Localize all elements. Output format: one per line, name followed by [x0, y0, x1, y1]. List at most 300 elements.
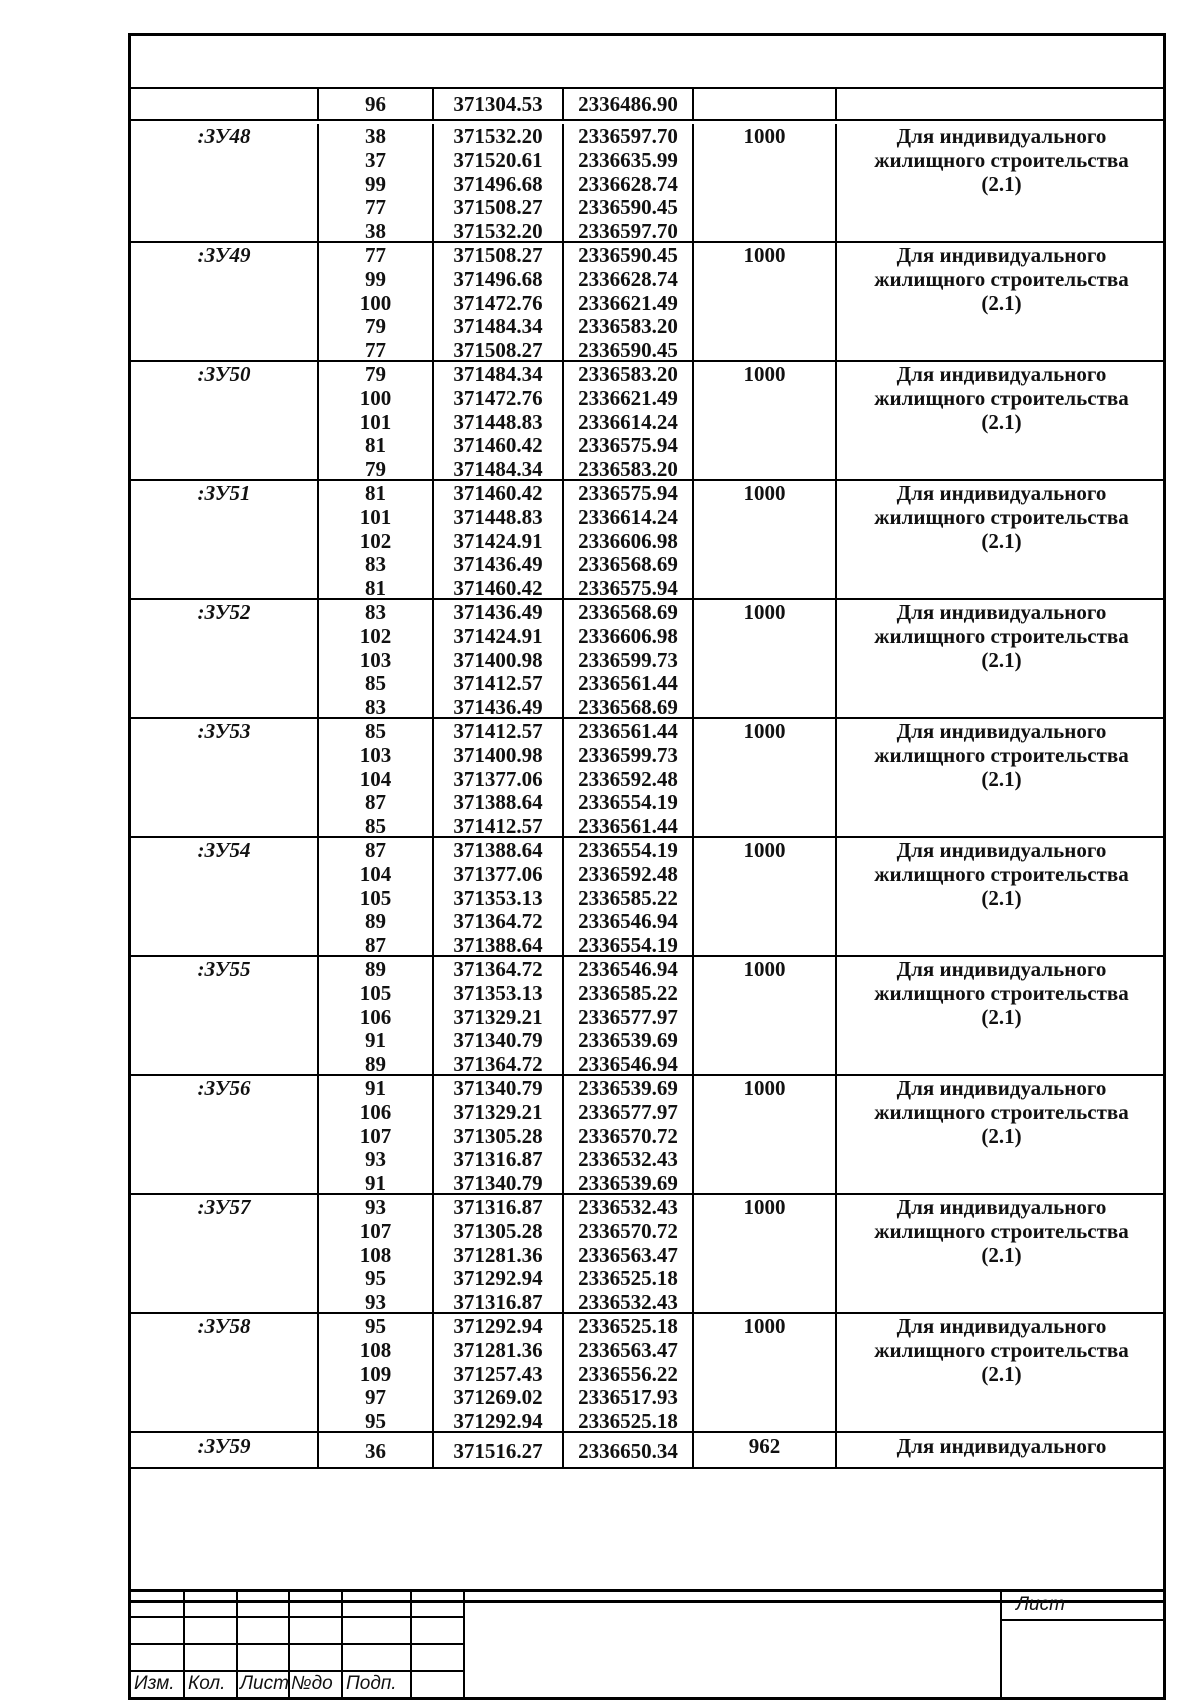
sheet-header-strip	[131, 36, 1163, 89]
x-coordinate: 371448.83	[453, 504, 543, 529]
purpose-text: Для индивидуального	[896, 1195, 1107, 1219]
y-coordinate-cell	[564, 600, 694, 720]
purpose-text: Для индивидуального	[896, 1076, 1107, 1100]
y-coordinate: 2336517.93	[578, 1385, 678, 1410]
parcel-label: :ЗУ49	[197, 243, 251, 267]
point-number: 89	[365, 909, 386, 934]
y-coordinate: 2336650.34	[578, 1439, 678, 1463]
x-coordinate: 371292.94	[453, 1409, 543, 1434]
purpose-text: (2.1)	[981, 529, 1022, 553]
x-coordinate-cell	[434, 481, 564, 601]
purpose-text: Для индивидуального	[896, 362, 1107, 386]
point-number: 101	[359, 409, 392, 434]
parcel-area: 1000	[743, 1195, 786, 1219]
parcel-label-cell	[131, 719, 319, 836]
purpose-cell	[837, 719, 1166, 836]
parcel-label-cell	[131, 481, 319, 598]
x-coordinate: 371281.36	[453, 1242, 543, 1267]
y-coordinate: 2336583.20	[578, 457, 678, 482]
x-coordinate: 371329.21	[453, 1004, 543, 1029]
point-number: 77	[365, 338, 386, 363]
parcel-row	[131, 600, 1163, 719]
point-number: 108	[359, 1337, 392, 1362]
point-number: 38	[365, 219, 386, 244]
point-number: 104	[359, 861, 392, 886]
y-coordinate: 2336606.98	[578, 623, 678, 648]
area-cell	[694, 481, 837, 598]
y-coordinate: 2336635.99	[578, 147, 678, 172]
point-number-cell	[319, 89, 434, 119]
x-coordinate: 371516.27	[453, 1439, 543, 1463]
x-coordinate-cell	[434, 957, 564, 1077]
point-number: 105	[359, 885, 392, 910]
y-coordinate-cell	[564, 1076, 694, 1196]
x-coordinate-cell	[434, 89, 564, 119]
x-coordinate: 371269.02	[453, 1385, 543, 1410]
x-coordinate: 371329.21	[453, 1099, 543, 1124]
area-cell	[694, 1433, 837, 1467]
x-coordinate-cell	[434, 838, 564, 958]
stamp-row-rule	[128, 1616, 463, 1618]
area-cell	[694, 89, 837, 119]
stamp-col-rule	[183, 1589, 185, 1700]
y-coordinate: 2336561.44	[578, 671, 678, 696]
stamp-row-rule	[128, 1643, 463, 1645]
point-number-cell	[319, 481, 434, 601]
purpose-cell	[837, 1314, 1166, 1431]
stamp-col-ndoc: №до	[291, 1673, 333, 1694]
y-coordinate: 2336568.69	[578, 695, 678, 720]
y-coordinate: 2336628.74	[578, 171, 678, 196]
area-cell	[694, 124, 837, 241]
x-coordinate: 371377.06	[453, 861, 543, 886]
x-coordinate: 371340.79	[453, 1028, 543, 1053]
area-cell	[694, 243, 837, 360]
point-number-cell	[319, 124, 434, 244]
y-coordinate-cell	[564, 838, 694, 958]
area-cell	[694, 362, 837, 479]
stamp-col-rule	[463, 1589, 465, 1700]
point-number: 87	[365, 933, 386, 958]
parcel-row	[131, 957, 1163, 1076]
x-coordinate: 371292.94	[453, 1314, 543, 1338]
title-block	[128, 1589, 1166, 1700]
point-number: 91	[365, 1028, 386, 1053]
purpose-text: (2.1)	[981, 1005, 1022, 1029]
point-number: 79	[365, 457, 386, 482]
point-number-cell	[319, 600, 434, 720]
point-number: 100	[359, 385, 392, 410]
point-number: 79	[365, 314, 386, 339]
x-coordinate: 371460.42	[453, 433, 543, 458]
purpose-text: (2.1)	[981, 291, 1022, 315]
point-number: 95	[365, 1266, 386, 1291]
point-number: 99	[365, 171, 386, 196]
point-number-cell	[319, 243, 434, 363]
stamp-col-rule	[236, 1589, 238, 1700]
x-coordinate: 371305.28	[453, 1123, 543, 1148]
stamp-col-list: Лист	[240, 1673, 289, 1694]
purpose-cell	[837, 1076, 1166, 1193]
point-number: 99	[365, 266, 386, 291]
y-coordinate-cell	[564, 1195, 694, 1315]
x-coordinate: 371377.06	[453, 766, 543, 791]
y-coordinate-cell	[564, 719, 694, 839]
point-number: 104	[359, 766, 392, 791]
y-coordinate: 2336575.94	[578, 481, 678, 505]
purpose-text: жилищного строительства	[874, 624, 1129, 648]
purpose-cell	[837, 838, 1166, 955]
stamp-top-border	[128, 1589, 1166, 1592]
point-number-cell	[319, 719, 434, 839]
x-coordinate: 371316.87	[453, 1290, 543, 1315]
x-coordinate: 371508.27	[453, 195, 543, 220]
parcel-row	[131, 1433, 1163, 1469]
parcel-label-cell	[131, 362, 319, 479]
x-coordinate-cell	[434, 600, 564, 720]
y-coordinate-cell	[564, 89, 694, 119]
purpose-text: жилищного строительства	[874, 981, 1129, 1005]
point-number: 36	[365, 1439, 386, 1463]
point-number: 93	[365, 1147, 386, 1172]
parcel-label-cell	[131, 957, 319, 1074]
point-number: 107	[359, 1218, 392, 1243]
parcel-label: :ЗУ53	[197, 719, 251, 743]
purpose-text: (2.1)	[981, 648, 1022, 672]
parcel-label: :ЗУ52	[197, 600, 251, 624]
y-coordinate: 2336606.98	[578, 528, 678, 553]
point-number: 101	[359, 504, 392, 529]
x-coordinate: 371448.83	[453, 409, 543, 434]
x-coordinate: 371520.61	[453, 147, 543, 172]
purpose-text: (2.1)	[981, 172, 1022, 196]
x-coordinate: 371388.64	[453, 933, 543, 958]
point-number: 106	[359, 1099, 392, 1124]
x-coordinate: 371412.57	[453, 719, 543, 743]
parcel-area: 1000	[743, 362, 786, 386]
purpose-text: Для индивидуального	[896, 124, 1107, 148]
stamp-sheet-box-rule	[1000, 1589, 1002, 1700]
y-coordinate: 2336621.49	[578, 290, 678, 315]
x-coordinate: 371484.34	[453, 457, 543, 482]
x-coordinate: 371316.87	[453, 1147, 543, 1172]
parcel-row	[131, 124, 1163, 243]
parcel-row	[131, 838, 1163, 957]
x-coordinate: 371436.49	[453, 552, 543, 577]
parcel-area: 1000	[743, 243, 786, 267]
parcel-label-cell	[131, 124, 319, 241]
point-number: 77	[365, 195, 386, 220]
point-number: 95	[365, 1314, 386, 1338]
y-coordinate: 2336570.72	[578, 1218, 678, 1243]
point-number: 103	[359, 742, 392, 767]
area-cell	[694, 1314, 837, 1431]
purpose-text: (2.1)	[981, 1362, 1022, 1386]
y-coordinate: 2336590.45	[578, 243, 678, 267]
point-number-cell	[319, 957, 434, 1077]
parcel-label-cell	[131, 89, 319, 119]
stamp-col-kol: Кол.	[188, 1673, 226, 1694]
y-coordinate: 2336486.90	[578, 92, 678, 116]
y-coordinate: 2336577.97	[578, 1099, 678, 1124]
parcel-area: 962	[748, 1434, 781, 1458]
point-number: 83	[365, 695, 386, 720]
purpose-cell	[837, 89, 1166, 119]
point-number: 85	[365, 671, 386, 696]
y-coordinate: 2336532.43	[578, 1290, 678, 1315]
y-coordinate: 2336525.18	[578, 1266, 678, 1291]
x-coordinate: 371436.49	[453, 695, 543, 720]
x-coordinate: 371353.13	[453, 980, 543, 1005]
point-number: 106	[359, 1004, 392, 1029]
y-coordinate: 2336590.45	[578, 338, 678, 363]
point-number: 87	[365, 790, 386, 815]
y-coordinate: 2336585.22	[578, 980, 678, 1005]
x-coordinate-cell	[434, 1076, 564, 1196]
x-coordinate: 371304.53	[453, 92, 543, 116]
stamp-col-izm: Изм.	[134, 1673, 175, 1694]
purpose-text: жилищного строительства	[874, 505, 1129, 529]
purpose-text: (2.1)	[981, 886, 1022, 910]
x-coordinate: 371364.72	[453, 1052, 543, 1077]
stamp-sheet-label: Лист	[1016, 1594, 1065, 1615]
parcel-area: 1000	[743, 719, 786, 743]
y-coordinate: 2336546.94	[578, 1052, 678, 1077]
y-coordinate: 2336563.47	[578, 1337, 678, 1362]
x-coordinate: 371281.36	[453, 1337, 543, 1362]
point-number-cell	[319, 838, 434, 958]
x-coordinate: 371532.20	[453, 124, 543, 148]
point-number: 77	[365, 243, 386, 267]
point-number: 83	[365, 600, 386, 624]
purpose-text: Для индивидуального	[896, 838, 1107, 862]
x-coordinate: 371412.57	[453, 814, 543, 839]
y-coordinate: 2336614.24	[578, 504, 678, 529]
point-number: 97	[365, 1385, 386, 1410]
point-number: 81	[365, 576, 386, 601]
y-coordinate: 2336539.69	[578, 1028, 678, 1053]
y-coordinate: 2336599.73	[578, 647, 678, 672]
y-coordinate: 2336621.49	[578, 385, 678, 410]
y-coordinate: 2336583.20	[578, 362, 678, 386]
purpose-cell	[837, 243, 1166, 360]
parcel-area: 1000	[743, 1076, 786, 1100]
point-number-cell	[319, 1314, 434, 1434]
purpose-text: жилищного строительства	[874, 386, 1129, 410]
point-number: 102	[359, 623, 392, 648]
y-coordinate-cell	[564, 362, 694, 482]
parcel-area: 1000	[743, 600, 786, 624]
parcel-area: 1000	[743, 1314, 786, 1338]
y-coordinate: 2336563.47	[578, 1242, 678, 1267]
point-number: 93	[365, 1195, 386, 1219]
drawing-sheet	[128, 33, 1166, 1603]
point-number: 87	[365, 838, 386, 862]
point-number: 38	[365, 124, 386, 148]
x-coordinate: 371460.42	[453, 481, 543, 505]
y-coordinate: 2336575.94	[578, 433, 678, 458]
purpose-text: жилищного строительства	[874, 1338, 1129, 1362]
point-number: 37	[365, 147, 386, 172]
point-number-cell	[319, 1433, 434, 1467]
x-coordinate: 371257.43	[453, 1361, 543, 1386]
purpose-text: жилищного строительства	[874, 267, 1129, 291]
area-cell	[694, 957, 837, 1074]
purpose-text: Для индивидуального	[896, 1434, 1107, 1458]
x-coordinate: 371508.27	[453, 243, 543, 267]
point-number: 91	[365, 1076, 386, 1100]
x-coordinate-cell	[434, 362, 564, 482]
point-number: 100	[359, 290, 392, 315]
point-number: 89	[365, 1052, 386, 1077]
x-coordinate: 371364.72	[453, 909, 543, 934]
y-coordinate: 2336525.18	[578, 1409, 678, 1434]
parcel-area: 1000	[743, 957, 786, 981]
purpose-cell	[837, 957, 1166, 1074]
x-coordinate: 371484.34	[453, 362, 543, 386]
x-coordinate: 371484.34	[453, 314, 543, 339]
area-cell	[694, 1076, 837, 1193]
parcel-label-cell	[131, 243, 319, 360]
x-coordinate: 371460.42	[453, 576, 543, 601]
parcel-label: :ЗУ51	[197, 481, 251, 505]
parcel-label: :ЗУ56	[197, 1076, 251, 1100]
y-coordinate: 2336539.69	[578, 1171, 678, 1196]
x-coordinate: 371496.68	[453, 266, 543, 291]
point-number: 107	[359, 1123, 392, 1148]
point-number: 103	[359, 647, 392, 672]
stamp-col-rule	[410, 1589, 412, 1700]
area-cell	[694, 838, 837, 955]
parcel-label-cell	[131, 1076, 319, 1193]
y-coordinate-cell	[564, 1433, 694, 1467]
y-coordinate: 2336525.18	[578, 1314, 678, 1338]
point-number: 85	[365, 719, 386, 743]
purpose-text: жилищного строительства	[874, 1100, 1129, 1124]
y-coordinate: 2336568.69	[578, 600, 678, 624]
point-number: 81	[365, 481, 386, 505]
area-cell	[694, 1195, 837, 1312]
point-number: 105	[359, 980, 392, 1005]
parcel-label-cell	[131, 1195, 319, 1312]
y-coordinate: 2336628.74	[578, 266, 678, 291]
y-coordinate: 2336590.45	[578, 195, 678, 220]
y-coordinate: 2336585.22	[578, 885, 678, 910]
purpose-text: Для индивидуального	[896, 1314, 1107, 1338]
point-number: 79	[365, 362, 386, 386]
x-coordinate: 371508.27	[453, 338, 543, 363]
parcel-label-cell	[131, 838, 319, 955]
y-coordinate: 2336568.69	[578, 552, 678, 577]
y-coordinate: 2336554.19	[578, 790, 678, 815]
y-coordinate: 2336614.24	[578, 409, 678, 434]
point-number: 93	[365, 1290, 386, 1315]
y-coordinate: 2336532.43	[578, 1195, 678, 1219]
x-coordinate: 371472.76	[453, 385, 543, 410]
point-number-cell	[319, 1195, 434, 1315]
y-coordinate: 2336592.48	[578, 766, 678, 791]
x-coordinate: 371340.79	[453, 1171, 543, 1196]
x-coordinate: 371305.28	[453, 1218, 543, 1243]
parcel-label: :ЗУ54	[197, 838, 251, 862]
y-coordinate-cell	[564, 481, 694, 601]
x-coordinate: 371436.49	[453, 600, 543, 624]
stamp-row-rule	[128, 1670, 463, 1672]
x-coordinate: 371424.91	[453, 528, 543, 553]
point-number: 109	[359, 1361, 392, 1386]
parcel-row	[131, 362, 1163, 481]
parcel-label: :ЗУ58	[197, 1314, 251, 1338]
parcel-area: 1000	[743, 481, 786, 505]
parcel-label-cell	[131, 600, 319, 717]
y-coordinate-cell	[564, 124, 694, 244]
purpose-text: Для индивидуального	[896, 600, 1107, 624]
y-coordinate: 2336577.97	[578, 1004, 678, 1029]
purpose-text: Для индивидуального	[896, 243, 1107, 267]
area-cell	[694, 600, 837, 717]
parcel-row	[131, 1195, 1163, 1314]
purpose-cell	[837, 124, 1166, 241]
point-number: 91	[365, 1171, 386, 1196]
purpose-text: жилищного строительства	[874, 148, 1129, 172]
x-coordinate: 371364.72	[453, 957, 543, 981]
point-number-cell	[319, 1076, 434, 1196]
y-coordinate: 2336599.73	[578, 742, 678, 767]
y-coordinate: 2336539.69	[578, 1076, 678, 1100]
x-coordinate: 371400.98	[453, 742, 543, 767]
x-coordinate: 371353.13	[453, 885, 543, 910]
y-coordinate: 2336554.19	[578, 838, 678, 862]
purpose-text: Для индивидуального	[896, 481, 1107, 505]
y-coordinate: 2336556.22	[578, 1361, 678, 1386]
y-coordinate: 2336592.48	[578, 861, 678, 886]
parcel-label: :ЗУ55	[197, 957, 251, 981]
stamp-sheet-box-rule	[1000, 1619, 1166, 1621]
parcel-row	[131, 1314, 1163, 1433]
x-coordinate: 371496.68	[453, 171, 543, 196]
x-coordinate: 371472.76	[453, 290, 543, 315]
purpose-text: Для индивидуального	[896, 719, 1107, 743]
parcel-label: :ЗУ57	[197, 1195, 251, 1219]
purpose-text: (2.1)	[981, 1124, 1022, 1148]
purpose-text: (2.1)	[981, 410, 1022, 434]
purpose-cell	[837, 1433, 1166, 1467]
x-coordinate: 371316.87	[453, 1195, 543, 1219]
y-coordinate-cell	[564, 1314, 694, 1434]
y-coordinate: 2336583.20	[578, 314, 678, 339]
y-coordinate: 2336597.70	[578, 124, 678, 148]
purpose-text: Для индивидуального	[896, 957, 1107, 981]
x-coordinate-cell	[434, 124, 564, 244]
point-number: 83	[365, 552, 386, 577]
purpose-cell	[837, 600, 1166, 717]
x-coordinate-cell	[434, 243, 564, 363]
point-number: 96	[365, 92, 386, 116]
purpose-cell	[837, 481, 1166, 598]
y-coordinate: 2336575.94	[578, 576, 678, 601]
point-number: 95	[365, 1409, 386, 1434]
point-number: 102	[359, 528, 392, 553]
y-coordinate: 2336597.70	[578, 219, 678, 244]
stamp-col-podp: Подп.	[346, 1673, 397, 1694]
parcel-label-cell	[131, 1433, 319, 1467]
stamp-right-border	[1163, 1589, 1166, 1700]
y-coordinate: 2336546.94	[578, 957, 678, 981]
stamp-col-rule	[341, 1589, 343, 1700]
area-cell	[694, 719, 837, 836]
x-coordinate-cell	[434, 1433, 564, 1467]
y-coordinate: 2336561.44	[578, 719, 678, 743]
